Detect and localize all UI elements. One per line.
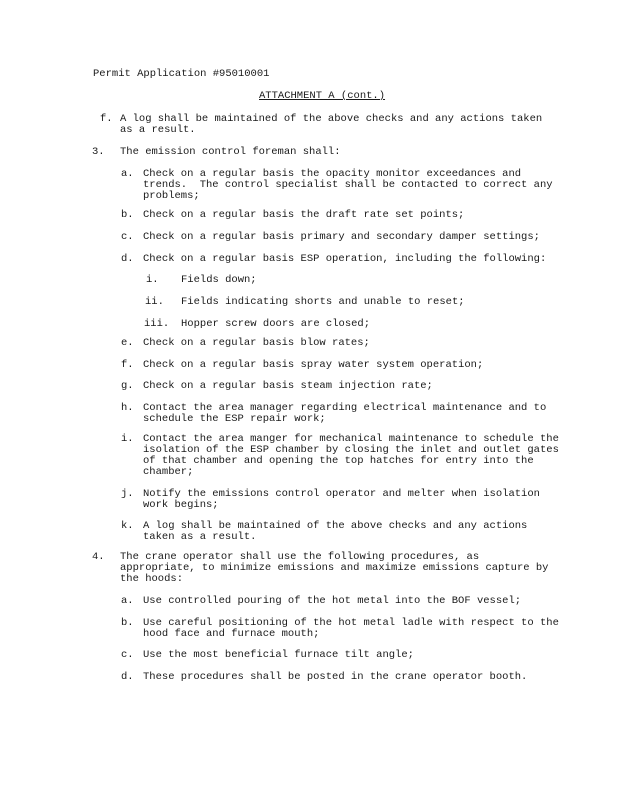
- item-3c-label: c.: [121, 231, 134, 243]
- item-3f-label: f.: [121, 359, 134, 371]
- item-3f-line-1: Check on a regular basis spray water system operation;: [143, 359, 484, 371]
- item-4a-line-1: Use controlled pouring of the hot metal into the BOF vessel;: [143, 595, 522, 607]
- item-4c-line-1: Use the most beneficial furnace tilt angle;: [143, 649, 414, 661]
- item-3-label: 3.: [92, 146, 105, 158]
- item-4b-line-2: hood face and furnace mouth;: [143, 628, 320, 640]
- item-3a-line-1: Check on a regular basis the opacity monitor exceedances and: [143, 168, 522, 180]
- roman-i-text: Fields down;: [181, 274, 257, 286]
- item-4d-line-1: These procedures shall be posted in the crane operator booth.: [143, 671, 528, 683]
- item-3k-label: k.: [121, 520, 134, 532]
- item-4a-label: a.: [121, 595, 134, 607]
- item-3h-line-2: schedule the ESP repair work;: [143, 413, 326, 425]
- item-f-line-1: A log shall be maintained of the above checks and any actions taken: [120, 113, 543, 125]
- item-4-intro-line-3: the hoods:: [120, 573, 184, 585]
- item-3a-label: a.: [121, 168, 134, 180]
- item-3g-label: g.: [121, 380, 134, 392]
- roman-iii-label: iii.: [144, 318, 170, 330]
- item-3e-label: e.: [121, 337, 134, 349]
- item-3i-label: i.: [121, 433, 134, 445]
- item-3b-label: b.: [121, 209, 134, 221]
- permit-header: Permit Application #95010001: [93, 68, 270, 80]
- roman-ii-label: ii.: [145, 296, 164, 308]
- roman-iii-text: Hopper screw doors are closed;: [181, 318, 371, 330]
- item-3k-line-1: A log shall be maintained of the above checks and any actions: [143, 520, 528, 532]
- item-3-intro: The emission control foreman shall:: [120, 146, 341, 158]
- item-f-label: f.: [100, 113, 113, 125]
- item-3i-line-3: of that chamber and opening the top hatches for entry into the: [143, 455, 534, 467]
- item-3i-line-2: isolation of the ESP chamber by closing the inlet and outlet gates: [143, 444, 559, 456]
- item-3b-line-1: Check on a regular basis the draft rate set points;: [143, 209, 465, 221]
- item-4c-label: c.: [121, 649, 134, 661]
- item-3g-line-1: Check on a regular basis steam injection rate;: [143, 380, 433, 392]
- item-4b-label: b.: [121, 617, 134, 629]
- item-4d-label: d.: [121, 671, 134, 683]
- item-3d-line-1: Check on a regular basis ESP operation, including the following:: [143, 253, 547, 265]
- item-3i-line-4: chamber;: [143, 466, 194, 478]
- item-3h-line-1: Contact the area manager regarding electrical maintenance and to: [143, 402, 547, 414]
- item-3a-line-3: problems;: [143, 190, 200, 202]
- item-3h-label: h.: [121, 402, 134, 414]
- item-3e-line-1: Check on a regular basis blow rates;: [143, 337, 370, 349]
- roman-ii-text: Fields indicating shorts and unable to reset;: [181, 296, 465, 308]
- item-f-line-2: as a result.: [120, 124, 196, 136]
- attachment-title: ATTACHMENT A (cont.): [259, 90, 386, 102]
- item-4b-line-1: Use careful positioning of the hot metal ladle with respect to the: [143, 617, 559, 629]
- item-3j-line-1: Notify the emissions control operator and melter when isolation: [143, 488, 540, 500]
- roman-i-label: i.: [146, 274, 159, 286]
- item-3j-line-2: work begins;: [143, 499, 219, 511]
- item-3k-line-2: taken as a result.: [143, 531, 257, 543]
- item-4-intro-line-2: appropriate, to minimize emissions and maximize emissions capture by: [120, 562, 549, 574]
- item-3j-label: j.: [121, 488, 134, 500]
- item-3i-line-1: Contact the area manger for mechanical maintenance to schedule the: [143, 433, 559, 445]
- item-3c-line-1: Check on a regular basis primary and secondary damper settings;: [143, 231, 540, 243]
- item-4-intro-line-1: The crane operator shall use the following procedures, as: [120, 551, 480, 563]
- item-3a-line-2: trends. The control specialist shall be contacted to correct any: [143, 179, 553, 191]
- item-3d-label: d.: [121, 253, 134, 265]
- item-4-label: 4.: [92, 551, 105, 563]
